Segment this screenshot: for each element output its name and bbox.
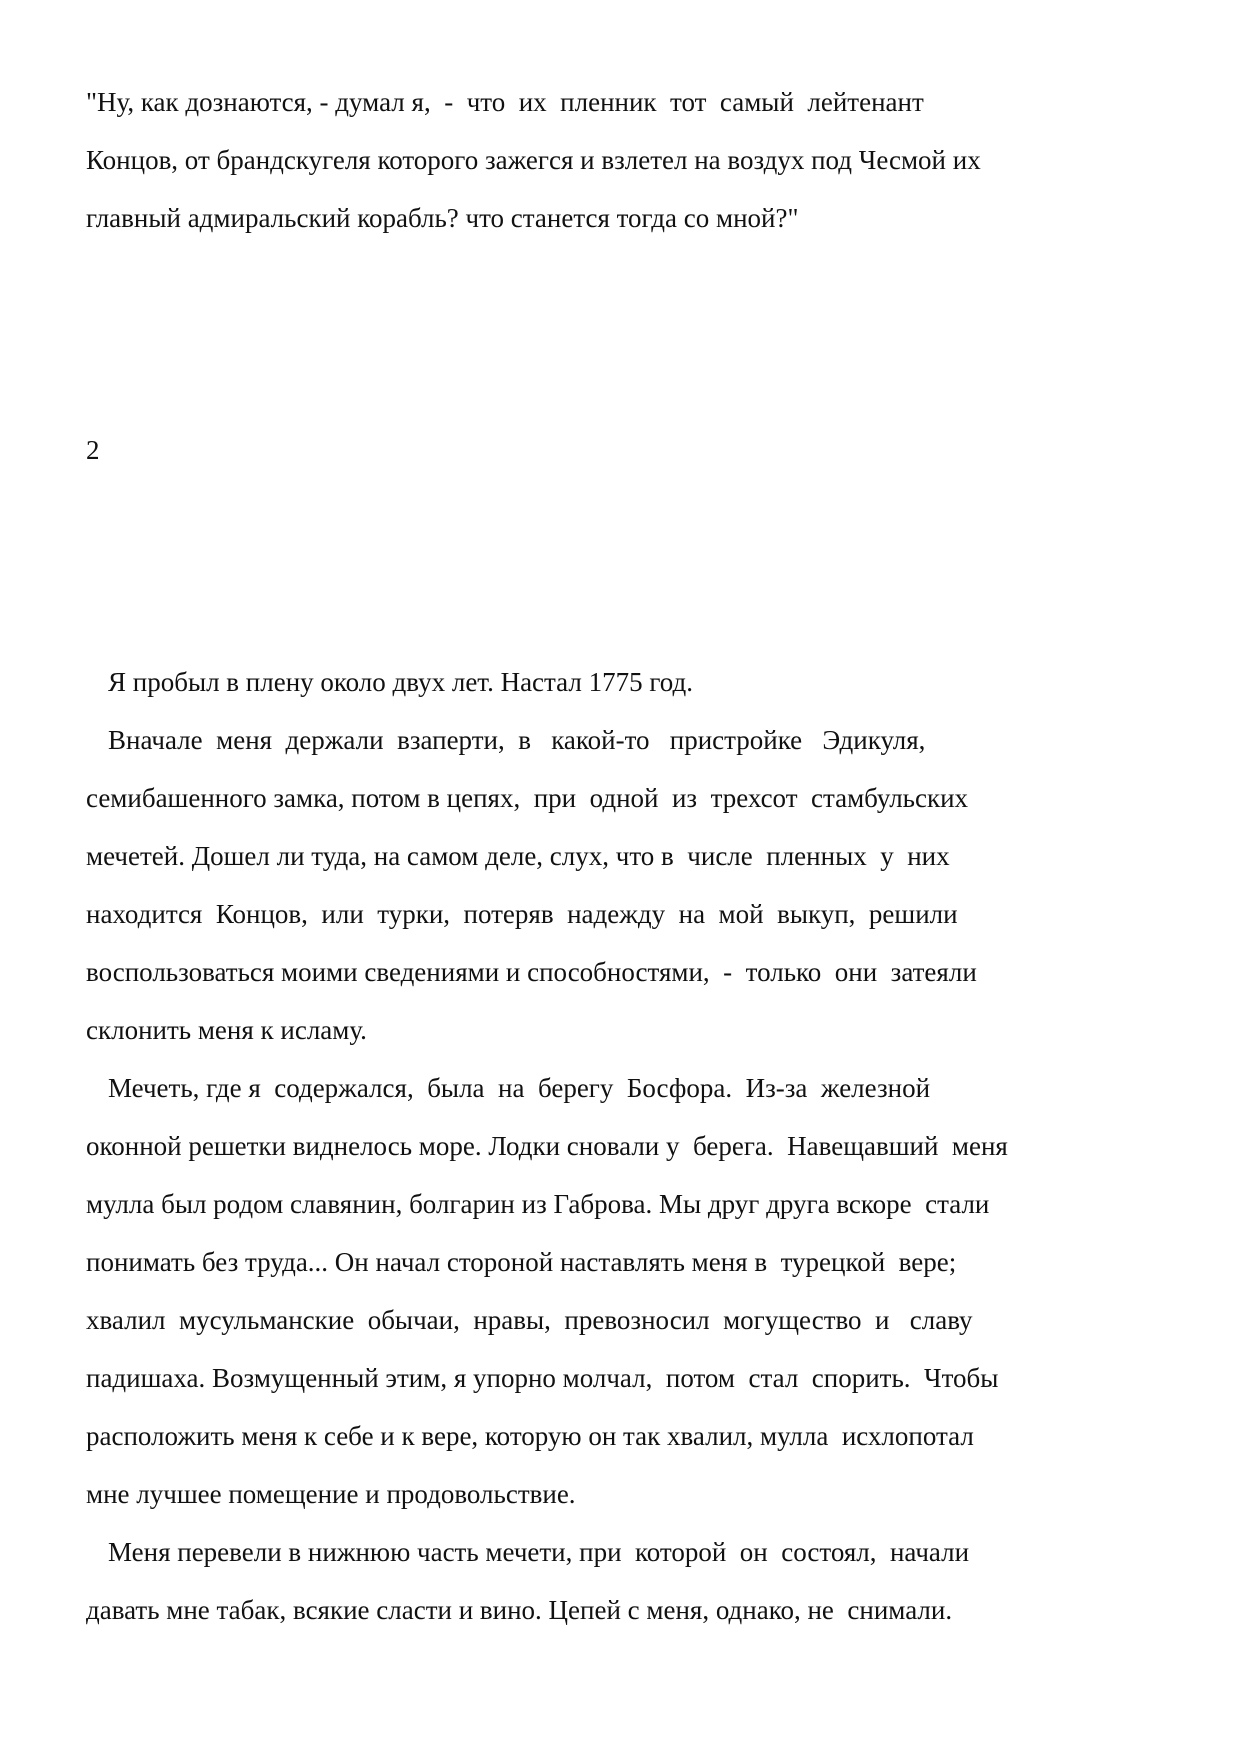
paragraph-line: оконной решетки виднелось море. Лодки сновали у берега. Навещавший меня [86, 1131, 1008, 1161]
paragraph-line: Вначале меня держали взаперти, в какой-то пристройке Эдикуля, [108, 725, 926, 755]
paragraph-line: понимать без труда... Он начал стороной наставлять меня в турецкой вере; [86, 1247, 957, 1277]
chapter-number: 2 [86, 435, 100, 465]
paragraph-line: мечетей. Дошел ли туда, на самом деле, слух, что в числе пленных у них [86, 841, 950, 871]
paragraph-line: склонить меня к исламу. [86, 1015, 367, 1045]
paragraph-line: мулла был родом славянин, болгарин из Габрова. Мы друг друга вскоре стали [86, 1189, 990, 1219]
paragraph-line: Я пробыл в плену около двух лет. Настал 1775 год. [108, 667, 693, 697]
paragraph-line: давать мне табак, всякие сласти и вино. Цепей с меня, однако, не снимали. [86, 1595, 953, 1625]
paragraph-line: падишаха. Возмущенный этим, я упорно молчал, потом стал спорить. Чтобы [86, 1363, 999, 1393]
paragraph-line: Меня перевели в нижнюю часть мечети, при которой он состоял, начали [108, 1537, 970, 1567]
paragraph-line: расположить меня к себе и к вере, которую он так хвалил, мулла исхлопотал [86, 1421, 974, 1451]
quote-line-3: главный адмиральский корабль? что станется тогда со мной?" [86, 203, 799, 233]
paragraph-line: мне лучшее помещение и продовольствие. [86, 1479, 576, 1509]
paragraph-line: семибашенного замка, потом в цепях, при одной из трехсот стамбульских [86, 783, 969, 813]
paragraph-line: воспользоваться моими сведениями и способностями, - только они затеяли [86, 957, 977, 987]
paragraph-line: хвалил мусульманские обычаи, нравы, превозносил могущество и славу [86, 1305, 973, 1335]
quote-line-1: "Ну, как дознаются, - думал я, - что их пленник тот самый лейтенант [86, 87, 924, 117]
paragraph-line: Мечеть, где я содержался, была на берегу Босфора. Из-за железной [108, 1073, 931, 1103]
paragraph-line: находится Концов, или турки, потеряв надежду на мой выкуп, решили [86, 899, 958, 929]
quote-line-2: Концов, от брандскугеля которого зажегся и взлетел на воздух под Чесмой их [86, 145, 981, 175]
